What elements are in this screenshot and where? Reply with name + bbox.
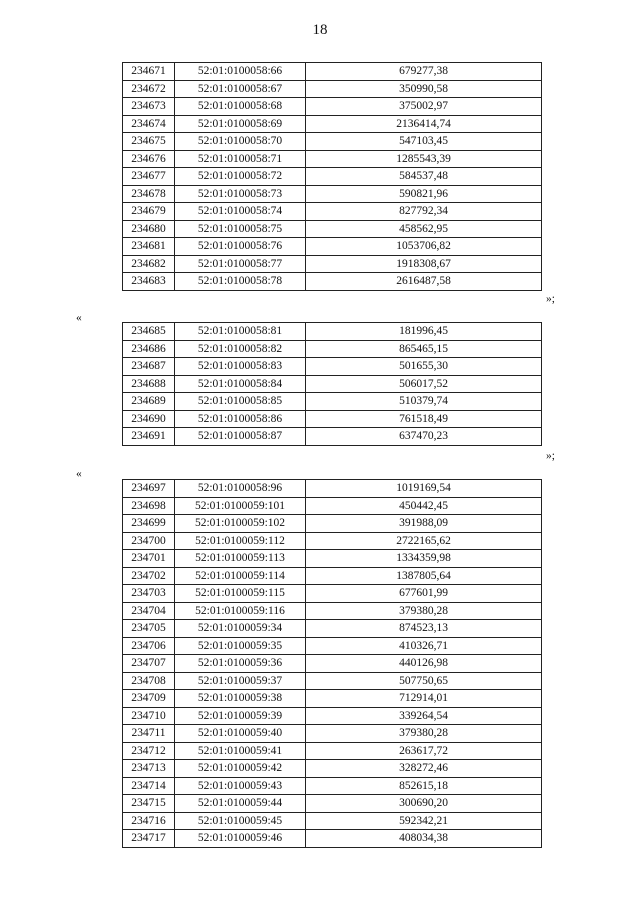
value-cell: 350990,58 [306,80,542,98]
table-row [123,830,542,848]
cadastral-number-cell: 52:01:0100058:77 [175,255,306,273]
row-number-cell: 234710 [123,707,175,725]
table-row [123,620,542,638]
cadastral-number-cell: 52:01:0100059:38 [175,690,306,708]
page-number: 18 [312,22,328,38]
table-row [123,655,542,673]
value-cell: 1334359,98 [306,550,542,568]
row-number-cell: 234711 [123,725,175,743]
row-number-cell: 234699 [123,515,175,533]
opening-quote-2: « [76,312,82,324]
row-number-cell: 234714 [123,777,175,795]
table-row [123,203,542,221]
value-cell: 375002,97 [306,98,542,116]
cadastral-number-cell: 52:01:0100058:73 [175,185,306,203]
cadastral-number-cell: 52:01:0100059:37 [175,672,306,690]
table-row [123,602,542,620]
cadastral-number-cell: 52:01:0100058:69 [175,115,306,133]
table-row [123,707,542,725]
row-number-cell: 234705 [123,620,175,638]
value-cell: 637470,23 [306,428,542,446]
cadastral-number-cell: 52:01:0100059:114 [175,567,306,585]
table-row [123,532,542,550]
table-row [123,742,542,760]
cadastral-number-cell: 52:01:0100058:70 [175,133,306,151]
value-cell: 507750,65 [306,672,542,690]
value-cell: 506017,52 [306,375,542,393]
table-row [123,238,542,256]
row-number-cell: 234675 [123,133,175,151]
cadastral-number-cell: 52:01:0100058:75 [175,220,306,238]
value-cell: 679277,38 [306,63,542,81]
cadastral-number-cell: 52:01:0100059:40 [175,725,306,743]
value-cell: 547103,45 [306,133,542,151]
row-number-cell: 234690 [123,410,175,428]
cadastral-number-cell: 52:01:0100058:81 [175,323,306,341]
cadastral-number-cell: 52:01:0100059:34 [175,620,306,638]
value-cell: 592342,21 [306,812,542,830]
cadastral-number-cell: 52:01:0100059:42 [175,760,306,778]
row-number-cell: 234680 [123,220,175,238]
cadastral-number-cell: 52:01:0100058:68 [175,98,306,116]
value-cell: 510379,74 [306,393,542,411]
row-number-cell: 234691 [123,428,175,446]
table-row [123,497,542,515]
row-number-cell: 234674 [123,115,175,133]
table-row [123,690,542,708]
row-number-cell: 234672 [123,80,175,98]
value-cell: 181996,45 [306,323,542,341]
table-row [123,428,542,446]
row-number-cell: 234689 [123,393,175,411]
value-cell: 410326,71 [306,637,542,655]
table-row [123,255,542,273]
row-number-cell: 234679 [123,203,175,221]
cadastral-number-cell: 52:01:0100058:85 [175,393,306,411]
value-cell: 440126,98 [306,655,542,673]
row-number-cell: 234707 [123,655,175,673]
table-row [123,63,542,81]
table-row [123,795,542,813]
cadastral-number-cell: 52:01:0100058:67 [175,80,306,98]
row-number-cell: 234677 [123,168,175,186]
cadastral-number-cell: 52:01:0100058:74 [175,203,306,221]
table-row [123,393,542,411]
value-cell: 2616487,58 [306,273,542,291]
cadastral-number-cell: 52:01:0100059:36 [175,655,306,673]
cadastral-number-cell: 52:01:0100058:76 [175,238,306,256]
value-cell: 339264,54 [306,707,542,725]
row-number-cell: 234701 [123,550,175,568]
row-number-cell: 234703 [123,585,175,603]
table-row [123,410,542,428]
value-cell: 2136414,74 [306,115,542,133]
row-number-cell: 234706 [123,637,175,655]
cadastral-number-cell: 52:01:0100058:86 [175,410,306,428]
table-row [123,637,542,655]
table-row [123,168,542,186]
table-row [123,760,542,778]
table-row [123,133,542,151]
cadastral-number-cell: 52:01:0100059:43 [175,777,306,795]
value-cell: 827792,34 [306,203,542,221]
value-cell: 1918308,67 [306,255,542,273]
cadastral-number-cell: 52:01:0100058:96 [175,480,306,498]
table-row [123,150,542,168]
row-number-cell: 234678 [123,185,175,203]
value-cell: 379380,28 [306,725,542,743]
row-number-cell: 234685 [123,323,175,341]
cadastral-number-cell: 52:01:0100058:82 [175,340,306,358]
row-number-cell: 234709 [123,690,175,708]
closing-quote-2: »; [546,450,555,462]
value-cell: 1053706,82 [306,238,542,256]
row-number-cell: 234687 [123,358,175,376]
value-cell: 1387805,64 [306,567,542,585]
table-row [123,273,542,291]
cadastral-table-3 [122,479,542,848]
cadastral-number-cell: 52:01:0100058:83 [175,358,306,376]
row-number-cell: 234712 [123,742,175,760]
cadastral-number-cell: 52:01:0100059:46 [175,830,306,848]
cadastral-number-cell: 52:01:0100059:116 [175,602,306,620]
row-number-cell: 234698 [123,497,175,515]
table-row [123,515,542,533]
value-cell: 852615,18 [306,777,542,795]
cadastral-number-cell: 52:01:0100058:71 [175,150,306,168]
table-row [123,340,542,358]
value-cell: 1019169,54 [306,480,542,498]
cadastral-table-1 [122,62,542,291]
value-cell: 408034,38 [306,830,542,848]
closing-quote-1: »; [546,293,555,305]
row-number-cell: 234676 [123,150,175,168]
value-cell: 2722165,62 [306,532,542,550]
opening-quote-3: « [76,468,82,480]
table-row [123,115,542,133]
table-row [123,323,542,341]
cadastral-number-cell: 52:01:0100059:102 [175,515,306,533]
row-number-cell: 234671 [123,63,175,81]
value-cell: 458562,95 [306,220,542,238]
table-row [123,98,542,116]
table-row [123,185,542,203]
value-cell: 391988,09 [306,515,542,533]
cadastral-number-cell: 52:01:0100059:41 [175,742,306,760]
row-number-cell: 234704 [123,602,175,620]
table-row [123,567,542,585]
value-cell: 501655,30 [306,358,542,376]
table-row [123,480,542,498]
cadastral-number-cell: 52:01:0100058:66 [175,63,306,81]
cadastral-number-cell: 52:01:0100059:44 [175,795,306,813]
cadastral-number-cell: 52:01:0100059:35 [175,637,306,655]
cadastral-number-cell: 52:01:0100058:84 [175,375,306,393]
row-number-cell: 234688 [123,375,175,393]
row-number-cell: 234673 [123,98,175,116]
row-number-cell: 234681 [123,238,175,256]
cadastral-number-cell: 52:01:0100059:101 [175,497,306,515]
row-number-cell: 234700 [123,532,175,550]
row-number-cell: 234708 [123,672,175,690]
table-row [123,550,542,568]
row-number-cell: 234702 [123,567,175,585]
value-cell: 865465,15 [306,340,542,358]
row-number-cell: 234682 [123,255,175,273]
row-number-cell: 234697 [123,480,175,498]
value-cell: 263617,72 [306,742,542,760]
value-cell: 712914,01 [306,690,542,708]
cadastral-number-cell: 52:01:0100058:78 [175,273,306,291]
value-cell: 590821,96 [306,185,542,203]
row-number-cell: 234716 [123,812,175,830]
value-cell: 584537,48 [306,168,542,186]
cadastral-number-cell: 52:01:0100058:72 [175,168,306,186]
row-number-cell: 234713 [123,760,175,778]
cadastral-number-cell: 52:01:0100059:39 [175,707,306,725]
value-cell: 450442,45 [306,497,542,515]
value-cell: 328272,46 [306,760,542,778]
value-cell: 677601,99 [306,585,542,603]
value-cell: 1285543,39 [306,150,542,168]
table-row [123,812,542,830]
table-row [123,220,542,238]
table-row [123,725,542,743]
value-cell: 874523,13 [306,620,542,638]
cadastral-number-cell: 52:01:0100059:113 [175,550,306,568]
row-number-cell: 234683 [123,273,175,291]
table-row [123,358,542,376]
cadastral-table-2 [122,322,542,446]
table-row [123,777,542,795]
row-number-cell: 234717 [123,830,175,848]
row-number-cell: 234715 [123,795,175,813]
table-row [123,585,542,603]
cadastral-number-cell: 52:01:0100059:45 [175,812,306,830]
cadastral-number-cell: 52:01:0100059:112 [175,532,306,550]
table-row [123,375,542,393]
table-row [123,80,542,98]
value-cell: 761518,49 [306,410,542,428]
value-cell: 379380,28 [306,602,542,620]
row-number-cell: 234686 [123,340,175,358]
table-row [123,672,542,690]
value-cell: 300690,20 [306,795,542,813]
cadastral-number-cell: 52:01:0100058:87 [175,428,306,446]
cadastral-number-cell: 52:01:0100059:115 [175,585,306,603]
